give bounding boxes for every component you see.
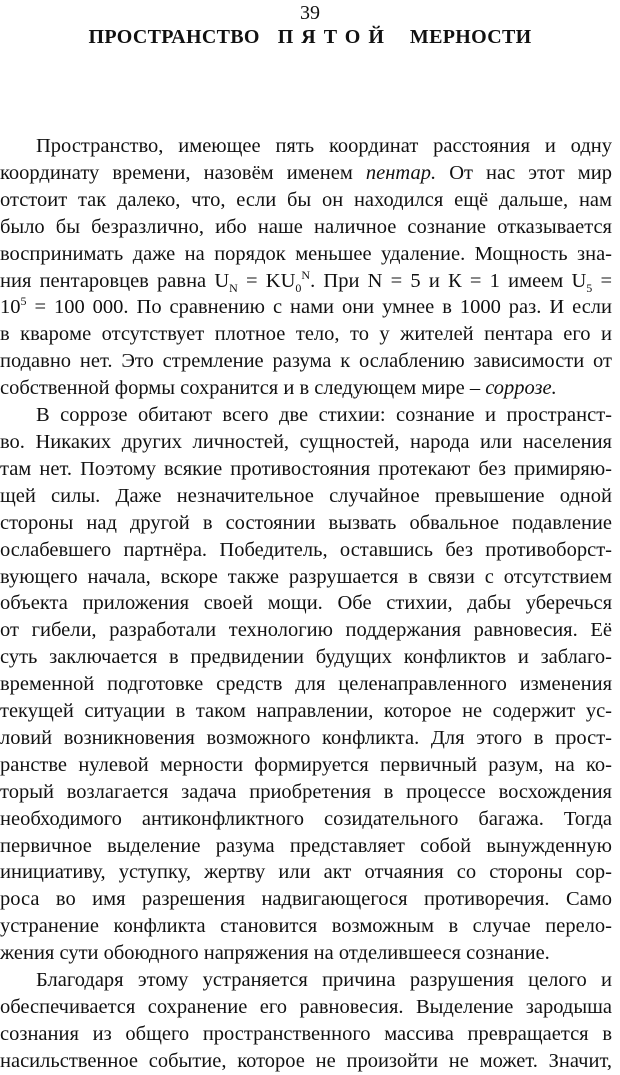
body-text — [0, 133, 612, 1075]
text-line: текущей ситуации в таком направлении, которое не содержит ус- — [0, 700, 612, 723]
title-word-2: ПЯТОЙ — [277, 26, 392, 48]
text-line: суть заключается в предвидении будущих конфликтов и заблаго- — [0, 646, 612, 669]
paragraph-1 — [0, 133, 612, 402]
text-line: стороны над другой в состоянии вызвать обвальное подавление — [0, 511, 612, 534]
text-line: щей силы. Даже незначительное случайное превышение одной — [0, 484, 612, 507]
text-line: насильственное событие, которое не произойти не может. Значит, — [0, 1049, 612, 1072]
text-line: обеспечивается сохранение его равновесия. Выделение зародыша — [0, 996, 612, 1018]
text-line: подавно нет. Это стремление разума к ослаблению зависимости от — [0, 350, 612, 373]
text-line: Благодаря этому устраняется причина разрушения целого и — [36, 969, 612, 992]
text-line: ловий возникновения возможного конфликта. Для этого в прост- — [0, 726, 612, 749]
text-line: торый возлагается задача приобретения в процессе восхождения — [0, 780, 612, 803]
title-word-3: МЕРНОСТИ — [409, 26, 532, 48]
chapter-title — [0, 24, 620, 50]
text-line: было бы безразлично, ибо наше наличное сознание отказывается — [0, 215, 612, 238]
text-line: сознания из общего пространственного массива превращается в — [0, 1022, 612, 1045]
text-line: там нет. Поэтому всякие противостояния протекают без примиряю- — [0, 457, 612, 480]
text-line: координату времени, назовём именем пентар. От нас этот мир — [0, 161, 612, 184]
text-line: роса во имя разрешения надвигающегося противоречия. Само — [0, 888, 612, 911]
formula-line: ния пентаровцев равна $U_N = KU_0^N$. При N = 5 и К = 1 имеем $U_5$ = — [0, 267, 613, 295]
text-line: отстоит так далеко, что, если бы он находился ещё дальше, нам — [0, 188, 612, 211]
text-line: необходимого антиконфликтного созидательного багажа. Тогда — [0, 807, 612, 830]
text-line: ранстве нулевой мерности формируется первичный разум, на ко- — [0, 753, 612, 776]
text-line: в кварoме отсутствует плотное тело, то у жителей пентара его и — [0, 323, 612, 346]
text-line: инициативу, уступку, жертву или акт отчаяния со стороны сор- — [0, 861, 612, 884]
text-line: временной подготовке средств для целенаправленного изменения — [0, 673, 612, 696]
paragraph-2 — [0, 402, 612, 967]
text-line: устранение конфликта становится возможным в случае перело- — [0, 915, 612, 938]
term-pentar: пентар. — [365, 161, 437, 184]
text-line: во. Никаких других личностей, сущностей, народа или населения — [0, 430, 612, 453]
text-line: первичное выделение разума представляет собой вынужденную — [0, 834, 612, 857]
text-line: В соррозе обитают всего две стихии: сознание и пространст- — [36, 404, 612, 427]
paragraph-3 — [0, 967, 612, 1075]
text-line: Пространство, имеющее пять координат расстояния и одну — [36, 135, 612, 157]
page-number: 39 — [300, 2, 320, 24]
text-line: жения сути обоюдного напряжения на отделившееся сознание. — [0, 942, 550, 965]
text-line: вующего начала, вскоре также разрушается в связи с отсутствием — [0, 565, 612, 588]
title-word-1: ПРОСТРАНСТВО — [88, 26, 260, 48]
text-line: объекта приложения своей мощи. Обе стихии, дабы уберечься — [0, 592, 612, 615]
text-line: собственной формы сохранится и в следующем мире – соррозе. — [0, 377, 557, 400]
text-line: от гибели, разработали технологию поддержания равновесия. Её — [0, 619, 612, 642]
term-corrose: соррозе. — [485, 377, 557, 400]
text-line: $10^5 = 100$ 000. По сравнению с нами они умнее в 1000 раз. И если — [0, 294, 612, 319]
text-line: воспринимать даже на порядок меньшее удаление. Мощность зна- — [0, 242, 612, 265]
text-line: ослабевшего партнёра. Победитель, оставшись без противоборст- — [0, 538, 612, 561]
